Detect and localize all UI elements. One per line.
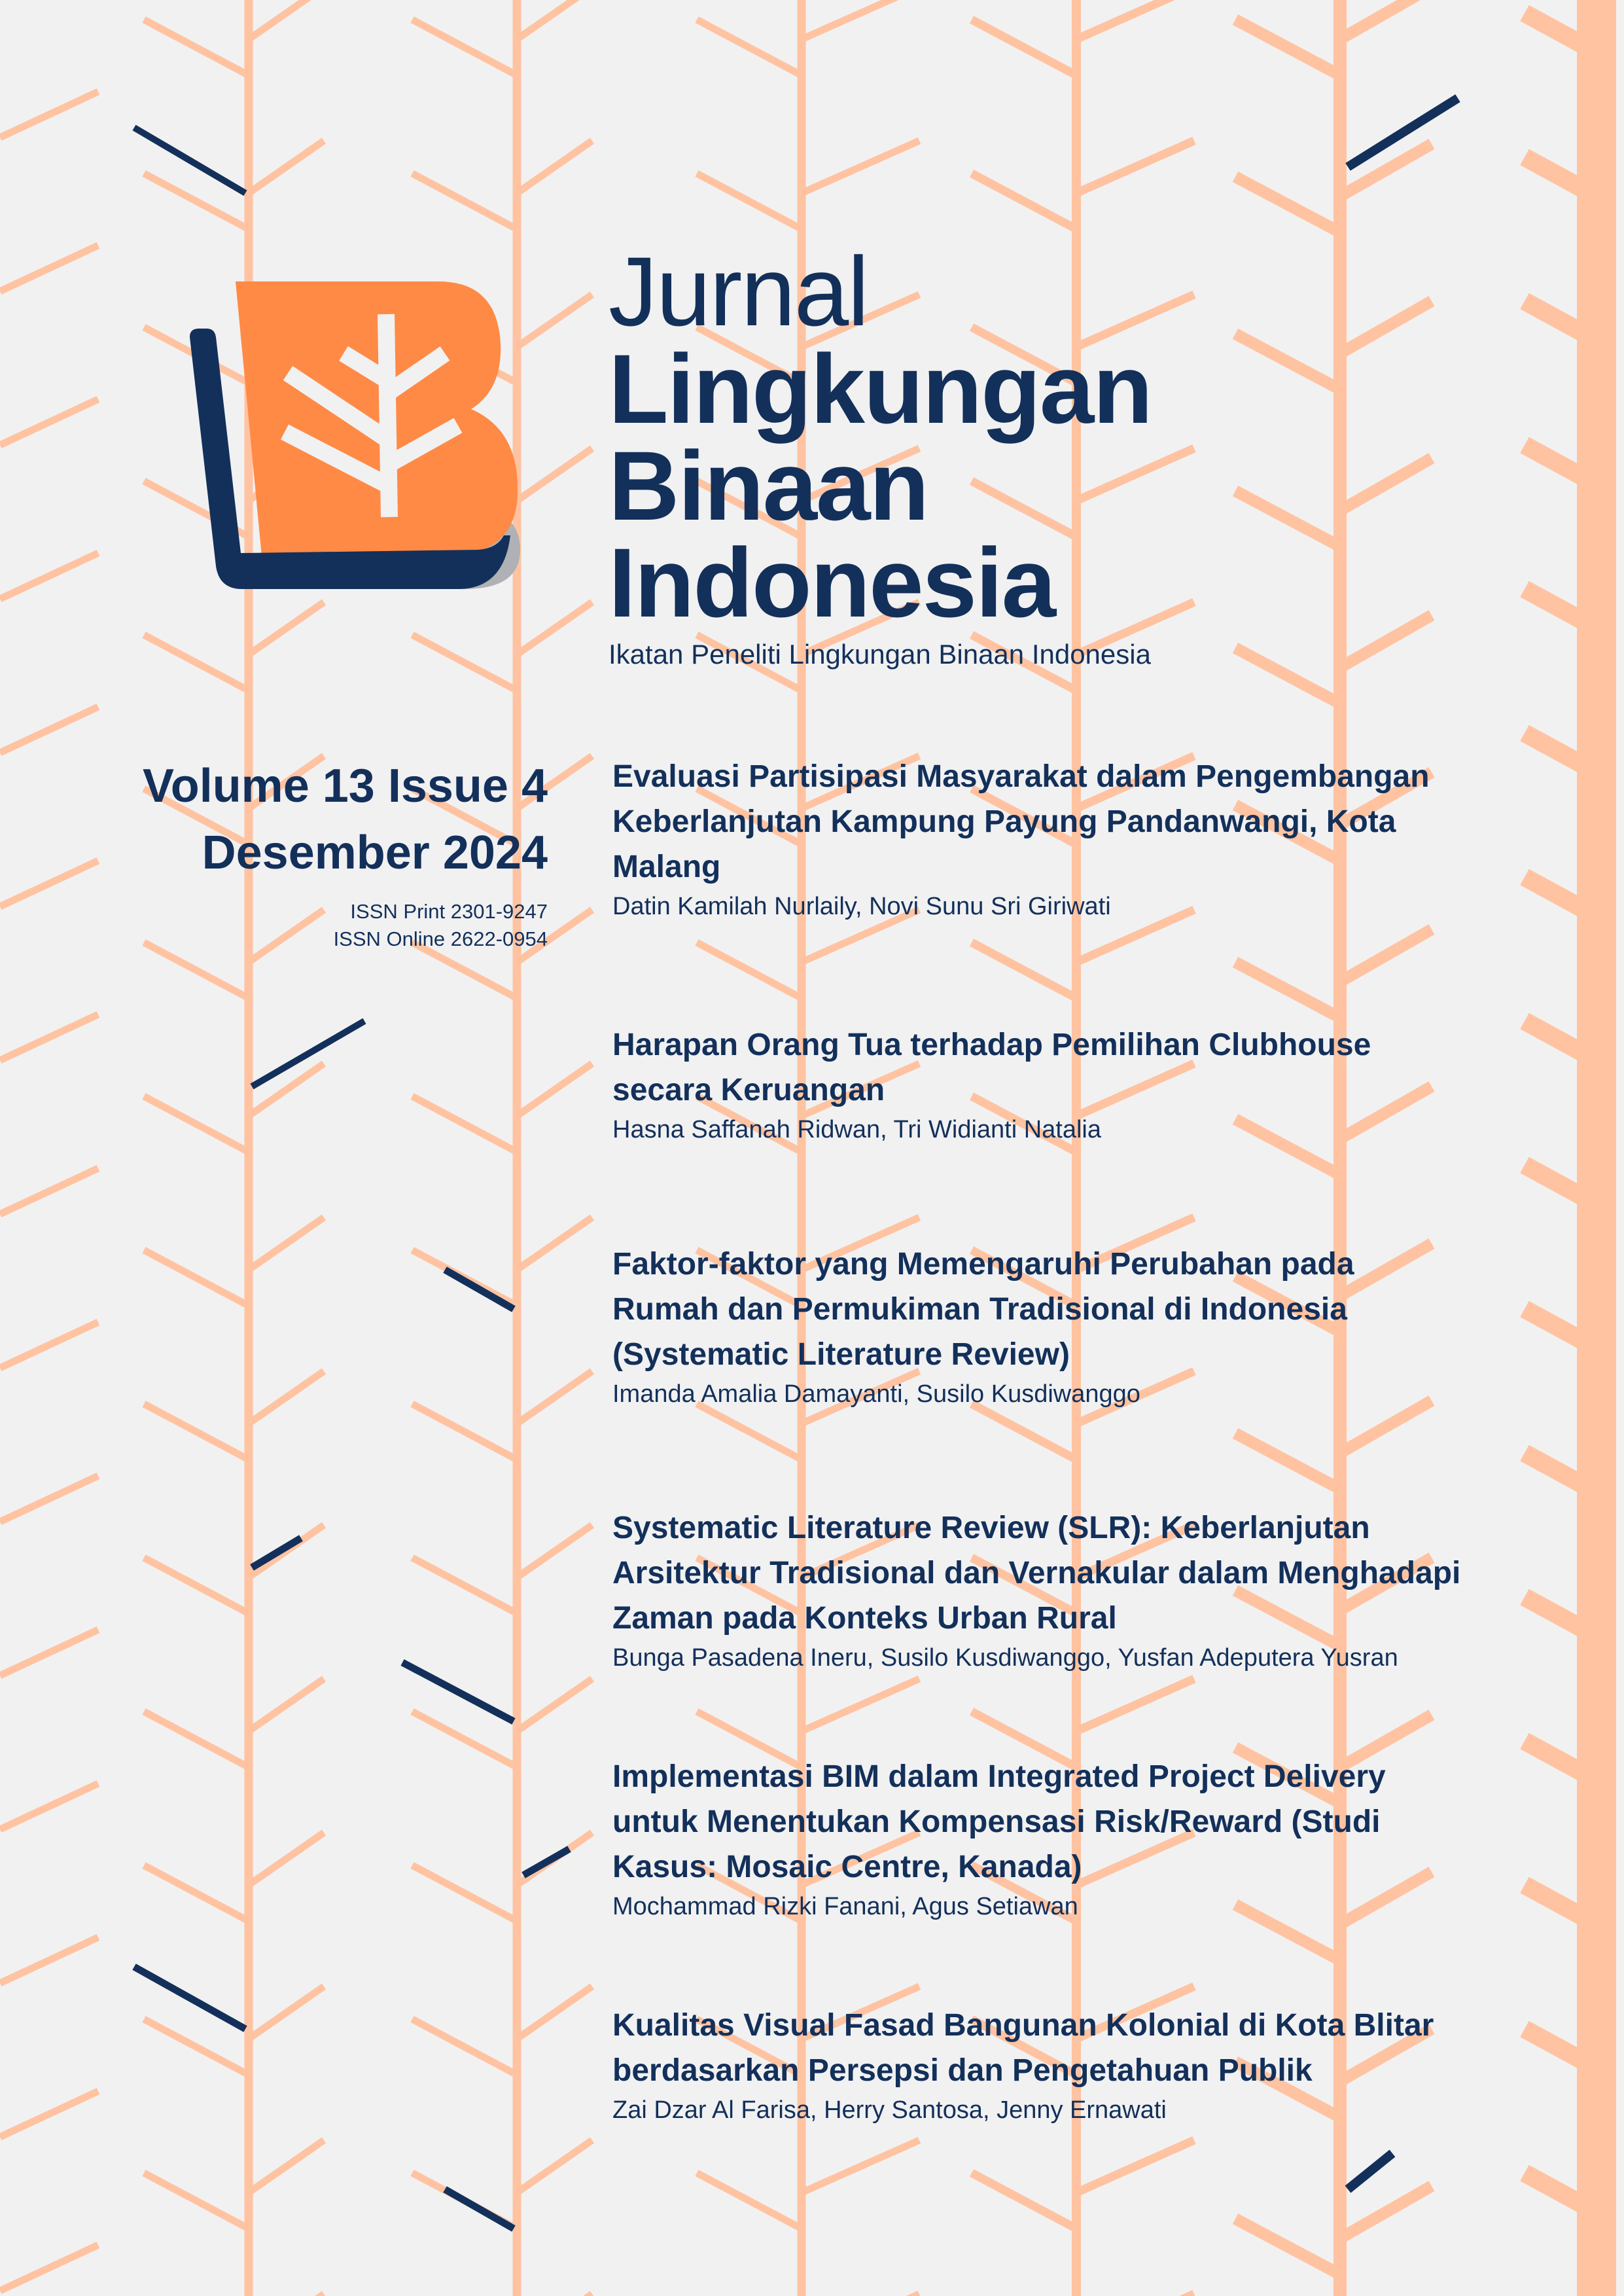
pattern-line	[0, 1476, 98, 1522]
article-title-line: (Systematic Literature Review)	[612, 1337, 1070, 1372]
article-item	[612, 1242, 1594, 1411]
journal-subtitle: Ikatan Peneliti Lingkungan Binaan Indonesia	[609, 639, 1151, 670]
pattern-line	[517, 141, 592, 193]
pattern-line	[249, 1064, 324, 1116]
article-title-line: secara Keruangan	[612, 1073, 885, 1107]
article-title-line: Rumah dan Permukiman Tradisional di Indonesia	[612, 1292, 1347, 1327]
pattern-line	[0, 92, 98, 137]
pattern-line	[0, 2245, 98, 2291]
article-item	[612, 1505, 1594, 1675]
pattern-line	[697, 20, 802, 75]
article-authors: Hasna Saffanah Ridwan, Tri Widianti Natalia	[612, 1116, 1102, 1143]
journal-title-line-3: Indonesia	[609, 528, 1055, 637]
issn-block	[143, 898, 548, 953]
article-title-line: untuk Menentukan Kompensasi Risk/Reward (Studi	[612, 1804, 1381, 1839]
issn-online: ISSN Online 2622-0954	[333, 927, 548, 950]
article-authors: Zai Dzar Al Farisa, Herry Santosa, Jenny Ernawati	[612, 2096, 1167, 2124]
article-title-line: Keberlanjutan Kampung Payung Pandanwangi, Kota	[612, 804, 1396, 839]
article-authors: Datin Kamilah Nurlaily, Novi Sunu Sri Giriwati	[612, 893, 1111, 920]
issue-date: Desember 2024	[202, 827, 548, 879]
pattern-line	[1235, 334, 1340, 389]
issn-print: ISSN Print 2301-9247	[350, 900, 548, 923]
pattern-line	[517, 602, 592, 655]
pattern-line	[1076, 1679, 1194, 1731]
pattern-line	[144, 1096, 249, 1152]
pattern-line	[1340, 458, 1432, 511]
article-authors: Mochammad Rizki Fanani, Agus Setiawan	[612, 1893, 1078, 1920]
pattern-line	[802, 2140, 919, 2193]
pattern-line	[412, 2019, 517, 2075]
pattern-line	[697, 942, 802, 998]
pattern-line	[1076, 141, 1194, 193]
pattern-line	[517, 0, 592, 39]
pattern-line	[0, 1630, 98, 1676]
pattern-line	[0, 245, 98, 291]
pattern-line	[1348, 2153, 1392, 2189]
pattern-line	[0, 2091, 98, 2137]
pattern-line	[1340, 929, 1432, 982]
pattern-line	[0, 1322, 98, 1368]
pattern-line	[1340, 0, 1432, 39]
article-item	[612, 754, 1594, 924]
pattern-line	[249, 1525, 324, 1577]
pattern-line	[144, 2173, 249, 2229]
pattern-line	[249, 141, 324, 193]
article-authors: Imanda Amalia Damayanti, Susilo Kusdiwanggo	[612, 1380, 1140, 1408]
article-title-line: Evaluasi Partisipasi Masyarakat dalam Pengembangan	[612, 759, 1430, 794]
pattern-line	[1235, 20, 1340, 75]
pattern-line	[0, 1937, 98, 1983]
pattern-line	[412, 1404, 517, 1460]
journal-title-block	[609, 236, 1152, 670]
pattern-line	[144, 1865, 249, 1921]
pattern-line	[249, 1217, 324, 1270]
article-title-line: Faktor-faktor yang Memengaruhi Perubahan pada	[612, 1247, 1354, 1282]
pattern-line	[249, 2140, 324, 2193]
pattern-line	[412, 1558, 517, 1613]
journal-title-line-1: Lingkungan	[609, 334, 1152, 444]
pattern-line	[144, 20, 249, 75]
pattern-line	[134, 128, 245, 193]
pattern-line	[252, 1538, 301, 1568]
pattern-line	[1076, 2140, 1194, 2193]
pattern-line	[517, 1525, 592, 1577]
pattern-line	[697, 173, 802, 229]
article-title-line: Zaman pada Konteks Urban Rural	[612, 1601, 1117, 1636]
pattern-line	[0, 399, 98, 445]
pattern-line	[1235, 1433, 1340, 1489]
pattern-line	[972, 20, 1076, 75]
pattern-line	[1235, 491, 1340, 547]
pattern-line	[249, 1679, 324, 1731]
article-title-line: Harapan Orang Tua terhadap Pemilihan Clubhouse	[612, 1028, 1371, 1062]
pattern-line	[1076, 0, 1194, 39]
pattern-line	[1340, 615, 1432, 668]
pattern-line	[144, 635, 249, 691]
pattern-line	[249, 0, 324, 39]
pattern-line	[802, 1679, 919, 1731]
pattern-line	[412, 20, 517, 75]
article-title-line: Systematic Literature Review (SLR): Keberlanjutan	[612, 1511, 1370, 1545]
pattern-line	[144, 1558, 249, 1613]
pattern-line	[0, 553, 98, 599]
pattern-line	[445, 1270, 514, 1309]
pattern-line	[0, 1784, 98, 1829]
pattern-line	[412, 1712, 517, 1767]
pattern-line	[517, 1064, 592, 1116]
pattern-line	[144, 1250, 249, 1306]
article-title-line: Kasus: Mosaic Centre, Kanada)	[612, 1850, 1082, 1884]
pattern-line	[1235, 2219, 1340, 2274]
pattern-line	[517, 1679, 592, 1731]
pattern-line	[517, 1217, 592, 1270]
pattern-line	[412, 1096, 517, 1152]
article-item	[612, 2003, 1594, 2127]
pattern-line	[249, 1986, 324, 2039]
article-title-line: Arsitektur Tradisional dan Vernakular dalam Menghadapi	[612, 1556, 1461, 1590]
pattern-line	[144, 1404, 249, 1460]
pattern-line	[1235, 962, 1340, 1018]
pattern-line	[0, 707, 98, 753]
pattern-line	[802, 141, 919, 193]
pattern-line	[249, 1371, 324, 1424]
pattern-line	[972, 2173, 1076, 2229]
pattern-line	[249, 602, 324, 655]
journal-title-prefix: Jurnal	[609, 236, 868, 346]
pattern-line	[144, 1712, 249, 1767]
pattern-line	[972, 1404, 1076, 1460]
article-title-line: Kualitas Visual Fasad Bangunan Kolonial di Kota Blitar	[612, 2008, 1434, 2043]
pattern-line	[412, 173, 517, 229]
pattern-line	[972, 942, 1076, 998]
pattern-line	[144, 2019, 249, 2075]
pattern-line	[1340, 144, 1432, 196]
journal-title-line-2: Binaan	[609, 431, 928, 541]
pattern-line	[972, 173, 1076, 229]
article-authors: Bunga Pasadena Ineru, Susilo Kusdiwanggo, Yusfan Adeputera Yusran	[612, 1644, 1398, 1672]
pattern-line	[523, 1849, 569, 1875]
pattern-line	[0, 861, 98, 906]
article-item	[612, 1022, 1594, 1147]
pattern-line	[412, 635, 517, 691]
pattern-line	[517, 1986, 592, 2039]
issue-info	[143, 753, 548, 953]
pattern-line	[445, 2189, 514, 2229]
pattern-line	[0, 1168, 98, 1214]
pattern-line	[412, 1865, 517, 1921]
pattern-line	[1340, 2186, 1432, 2238]
article-item	[612, 1754, 1594, 1924]
article-title-line: Implementasi BIM dalam Integrated Project Delivery	[612, 1759, 1386, 1794]
pattern-line	[517, 2140, 592, 2193]
article-title-line: Malang	[612, 850, 721, 884]
journal-logo-icon	[190, 268, 530, 596]
article-title-line: berdasarkan Persepsi dan Pengetahuan Publik	[612, 2053, 1313, 2088]
pattern-line	[1235, 177, 1340, 232]
pattern-line	[144, 173, 249, 229]
pattern-line	[1340, 301, 1432, 353]
pattern-line	[802, 0, 919, 39]
issue-volume: Volume 13 Issue 4	[143, 760, 548, 812]
pattern-line	[697, 2173, 802, 2229]
pattern-line	[0, 1014, 98, 1060]
pattern-line	[517, 1371, 592, 1424]
pattern-line	[249, 1833, 324, 1885]
pattern-line	[1235, 648, 1340, 704]
pattern-line	[697, 1404, 802, 1460]
